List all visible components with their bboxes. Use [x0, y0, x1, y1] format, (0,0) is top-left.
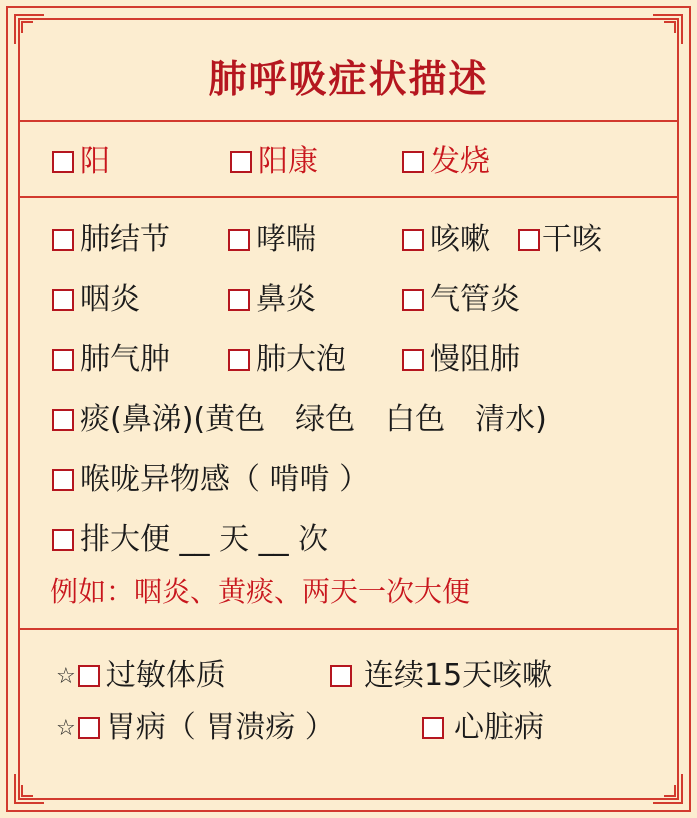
- star-icon: ☆: [56, 715, 76, 741]
- divider: [20, 628, 677, 630]
- checkbox[interactable]: [402, 229, 424, 251]
- option-emphysema[interactable]: 肺气肿: [52, 338, 170, 382]
- option-bowel-movement[interactable]: 排大便 __ 天 __ 次: [52, 518, 328, 562]
- symptom-row: [52, 398, 673, 442]
- option-lung-nodule[interactable]: 肺结节: [52, 218, 170, 262]
- checkbox[interactable]: [402, 151, 424, 173]
- checkbox[interactable]: [230, 151, 252, 173]
- option-cough-15-days[interactable]: 连续15天咳嗽: [330, 654, 552, 698]
- option-dry-cough[interactable]: 干咳: [518, 218, 602, 262]
- history-row: [56, 654, 673, 698]
- checkbox[interactable]: [402, 289, 424, 311]
- symptom-row: [52, 518, 673, 562]
- page-title: 肺呼吸症状描述: [208, 57, 489, 101]
- checkbox[interactable]: [228, 349, 250, 371]
- star-icon: ☆: [56, 663, 76, 689]
- option-stomach-disease[interactable]: ☆ 胃病（ 胃溃疡 ）: [56, 710, 335, 745]
- checkbox[interactable]: [52, 529, 74, 551]
- checkbox[interactable]: [518, 229, 540, 251]
- symptom-row: [52, 278, 673, 322]
- checkbox[interactable]: [52, 289, 74, 311]
- checkbox[interactable]: [228, 289, 250, 311]
- option-yang[interactable]: 阳: [52, 140, 110, 184]
- option-bronchitis[interactable]: 气管炎: [402, 278, 520, 322]
- corner-ornament: [14, 774, 44, 804]
- corner-ornament: [653, 14, 683, 44]
- divider: [20, 120, 677, 122]
- corner-ornament: [653, 774, 683, 804]
- checkbox[interactable]: [52, 151, 74, 173]
- checkbox[interactable]: [78, 717, 100, 739]
- checkbox[interactable]: [52, 229, 74, 251]
- corner-ornament: [14, 14, 44, 44]
- option-asthma[interactable]: 哮喘: [228, 218, 316, 262]
- symptom-row: [52, 458, 673, 502]
- symptom-row: [52, 338, 673, 382]
- checkbox[interactable]: [422, 717, 444, 739]
- option-copd[interactable]: 慢阻肺: [402, 338, 520, 382]
- status-row: [52, 140, 673, 184]
- option-allergy[interactable]: ☆ 过敏体质: [56, 658, 226, 693]
- checkbox[interactable]: [330, 665, 352, 687]
- history-row: [56, 706, 673, 750]
- checkbox[interactable]: [228, 229, 250, 251]
- divider: [20, 196, 677, 198]
- checkbox[interactable]: [402, 349, 424, 371]
- option-heart-disease[interactable]: 心脏病: [422, 706, 544, 750]
- symptom-row: [52, 218, 673, 262]
- option-fever[interactable]: 发烧: [402, 140, 490, 184]
- option-cough[interactable]: 咳嗽: [402, 218, 490, 262]
- checkbox[interactable]: [52, 409, 74, 431]
- checkbox[interactable]: [52, 469, 74, 491]
- option-bullae[interactable]: 肺大泡: [228, 338, 346, 382]
- option-rhinitis[interactable]: 鼻炎: [228, 278, 316, 322]
- checkbox[interactable]: [78, 665, 100, 687]
- option-yang-kang[interactable]: 阳康: [230, 140, 318, 184]
- example-note: 例如：咽炎、黄痰、两天一次大便: [50, 575, 471, 608]
- option-pharyngitis[interactable]: 咽炎: [52, 278, 140, 322]
- checkbox[interactable]: [52, 349, 74, 371]
- option-phlegm[interactable]: 痰(鼻涕)(黄色 绿色 白色 清水): [52, 398, 547, 442]
- option-throat-foreign-body[interactable]: 喉咙异物感（ 啃啃 ）: [52, 458, 369, 502]
